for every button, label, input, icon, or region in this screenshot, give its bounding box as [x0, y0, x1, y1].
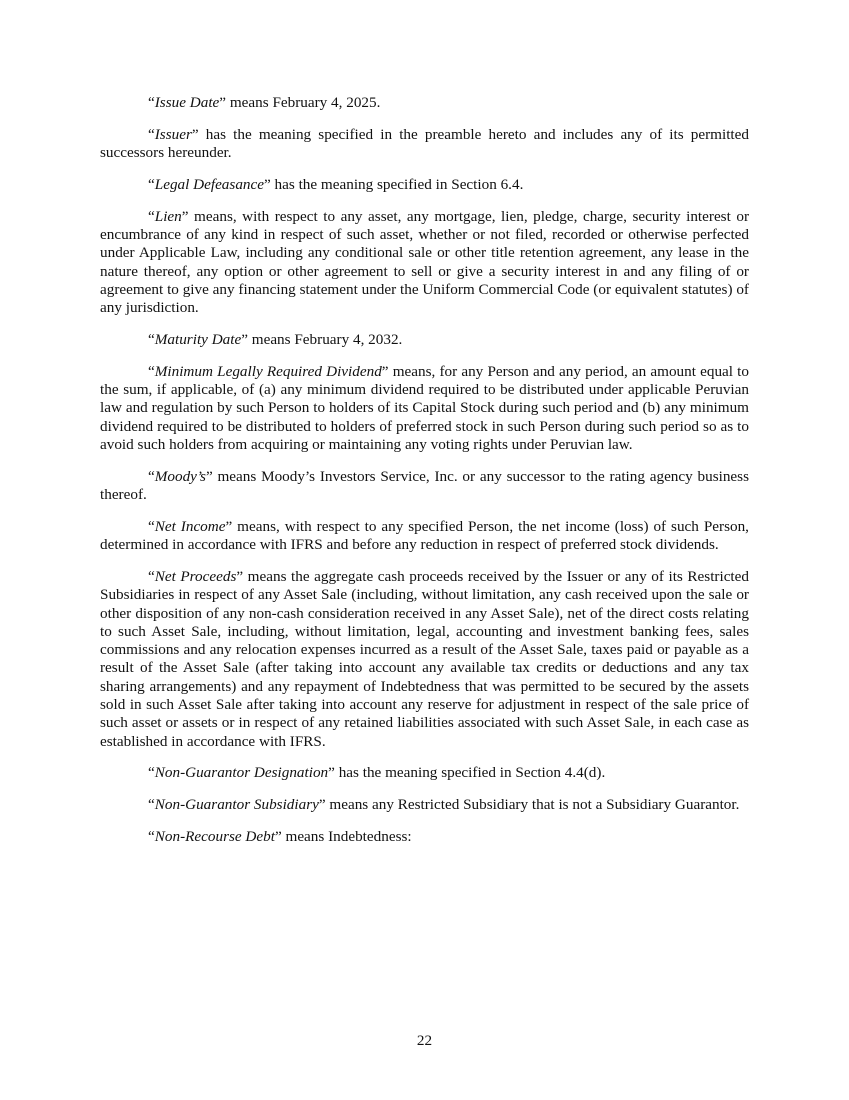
definition-minimum-legally-required-dividend: “Minimum Legally Required Dividend” means, for any Person and any period, an amount equal to the sum, if applicable, of (a) any minimum dividend required to be distributed under applicable Peruvian law and regulation by such Person to holders of its Capital Stock during such period and (b) any minimum dividend required to be distributed to holders of preferred stock in such Person during such period so as to avoid such holders from acquiring or maintaining any voting rights under Peruvian law. [100, 362, 749, 453]
defined-term: Issuer [154, 125, 192, 143]
definition-issue-date: “Issue Date” means February 4, 2025. [148, 94, 381, 111]
definition-legal-defeasance: “Legal Defeasance” has the meaning specified in Section 6.4. [148, 175, 524, 193]
definition-non-recourse-debt: “Non-Recourse Debt” means Indebtedness: [148, 828, 412, 845]
defined-term: Minimum Legally Required Dividend [154, 362, 382, 380]
definition-net-proceeds: “Net Proceeds” means the aggregate cash proceeds received by the Issuer or any of its Restricted Subsidiaries in respect of any Asset Sale (including, without limitation, any cash received upon the sale or other disposition of any non-cash consideration received in any Asset Sale), net of the direct costs relating to such Asset Sale, including, without limitation, legal, accounting and investment banking fees, sales commissions and any relocation expenses incurred as a result of the Asset Sale, taxes paid or payable as a result of the Asset Sale (after taking into account any available tax credits or deductions and any tax sharing arrangements) and any repayment of Indebtedness that was permitted to be secured by the assets sold in such Asset Sale after taking into account any reserve for adjustment in respect of the sale price of such asset or assets or in respect of any retained liabilities associated with such Asset Sale, in each case as established in accordance with IFRS. [100, 567, 749, 750]
definition-moodys: “Moody’s” means Moody’s Investors Service, Inc. or any successor to the rating agency business thereof. [100, 467, 749, 504]
definition-net-income: “Net Income” means, with respect to any specified Person, the net income (loss) of such Person, determined in accordance with IFRS and before any reduction in respect of preferred stock dividends. [100, 517, 749, 554]
defined-term: Non-Guarantor Designation [154, 764, 329, 782]
page-number: 22 [416, 1032, 433, 1049]
definition-non-guarantor-subsidiary: “Non-Guarantor Subsidiary” means any Restricted Subsidiary that is not a Subsidiary Guarantor. [148, 796, 740, 814]
definition-maturity-date: “Maturity Date” means February 4, 2032. [148, 330, 403, 348]
defined-term: Net Proceeds [154, 567, 237, 585]
definition-non-guarantor-designation: “Non-Guarantor Designation” has the meaning specified in Section 4.4(d). [148, 764, 606, 782]
defined-term: Moody’s [154, 467, 206, 485]
defined-term: Maturity Date [154, 330, 242, 348]
definition-lien: “Lien” means, with respect to any asset, any mortgage, lien, pledge, charge, security interest or encumbrance of any kind in respect of such asset, whether or not filed, recorded or otherwise perfected under Applicable Law, including any conditional sale or other title retention agreement, any lease in the nature thereof, any option or other agreement to sell or give a security interest in and any filing of or agreement to give any financing statement under the Uniform Commercial Code (or equivalent statutes) of any jurisdiction. [100, 207, 749, 317]
definition-issuer: “Issuer” has the meaning specified in the preamble hereto and includes any of its permitted successors hereunder. [100, 125, 749, 162]
defined-term: Lien [154, 207, 182, 225]
defined-term: Non-Guarantor Subsidiary [154, 796, 319, 814]
defined-term: Issue Date [154, 94, 220, 111]
defined-term: Net Income [154, 517, 226, 535]
defined-term: Legal Defeasance [154, 175, 264, 193]
defined-term: Non-Recourse Debt [154, 828, 275, 845]
document-page [100, 94, 749, 860]
